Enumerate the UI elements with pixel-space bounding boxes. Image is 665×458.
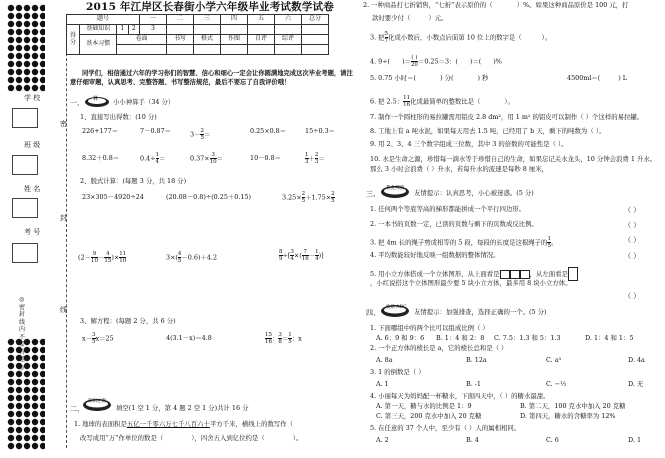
binding-dot	[16, 379, 22, 385]
score-cell[interactable]	[302, 35, 329, 45]
r-q3: 3. 把 $\frac{5}{7}$ 化成小数后，小数点后面第 10 位上的数字是（ ）。	[370, 31, 552, 44]
seal-word-1: 密	[60, 120, 67, 128]
binding-dot	[40, 443, 45, 449]
choice-option[interactable]: D. 1	[628, 436, 642, 444]
binding-dot	[16, 37, 22, 43]
binding-dot	[40, 21, 45, 27]
binding-dot	[40, 347, 45, 353]
binding-dot	[32, 411, 38, 417]
page-title: 2015 年江岸区长春街小学六年级毕业考试数学试卷	[86, 1, 334, 13]
judge-answer[interactable]: （ ）	[624, 252, 641, 260]
seal-word-3: 线	[60, 306, 67, 314]
binding-dot	[40, 339, 45, 345]
binding-dot	[16, 29, 22, 35]
school-label: 学 校	[24, 94, 41, 102]
binding-dot	[40, 13, 45, 19]
binding-dot	[16, 419, 22, 425]
q1-label: 1、直接写出得数：(10 分)	[80, 113, 157, 121]
choice-option[interactable]: D. 无	[628, 380, 644, 388]
section2-heading: 二、	[70, 405, 84, 413]
binding-dot	[24, 61, 30, 67]
binding-dot	[24, 53, 30, 59]
r-q2: 2. 一种商品打七折销售，“七折”表示原价的（ ）%。如果这种商品原价是 100 元，打	[363, 1, 629, 9]
binding-dot	[40, 37, 45, 43]
choice-option[interactable]: B. 4	[466, 436, 479, 444]
score-cell[interactable]	[221, 25, 248, 35]
basic-habit-label: 基本习惯	[80, 35, 117, 55]
binding-dot	[24, 5, 30, 11]
choice-question: 2. 一个正方体的棱长是 a，它的棱长总和是（ ）	[370, 344, 508, 352]
binding-dot	[40, 427, 45, 433]
score-cell[interactable]	[167, 45, 194, 55]
q2-item: 23×305－4920÷24	[82, 193, 144, 201]
binding-dot	[40, 371, 45, 377]
binding-dot	[24, 21, 30, 27]
binding-dot	[24, 45, 30, 51]
binding-dot	[8, 5, 14, 11]
binding-dot	[40, 61, 45, 67]
school-field[interactable]	[12, 108, 38, 128]
q2-item: 3×( $\frac{4}{5}$ －0.6)＋4.2	[166, 251, 218, 264]
q1-item: 15÷0.3＝	[305, 127, 336, 135]
choice-question: 5. 在任意的 37 个人中，至少有（ ）人的属相相同。	[370, 424, 521, 432]
binding-dot	[40, 53, 45, 59]
q1-item: 8.32＋0.8＝	[82, 154, 120, 162]
binding-dot	[8, 371, 14, 377]
binding-dot	[24, 443, 30, 449]
binding-dot	[16, 21, 22, 27]
score-cell[interactable]	[302, 45, 329, 55]
binding-dot	[32, 347, 38, 353]
choice-option[interactable]: A. 第一天，糖与水的比例是 1：9	[376, 402, 472, 410]
choice-option[interactable]: D. 4a	[628, 356, 645, 364]
binding-dot	[8, 411, 14, 417]
r-q9: 9. 用 2、3、4 三个数字组成三位数，其中 3 的倍数的可能性是（ ）。	[370, 140, 568, 148]
binding-dot	[8, 395, 14, 401]
binding-dot	[16, 53, 22, 59]
binding-dot	[32, 371, 38, 377]
q1-item: 0.37× $\frac{3}{10}$ ＝	[190, 152, 223, 165]
binding-dot	[40, 69, 45, 75]
s2-q1: 1. 地球的表面积是五亿一千零六万七千八百六十平方千米，横线上的数写作（	[74, 420, 294, 428]
binding-dot	[8, 21, 14, 27]
choice-option[interactable]: B. 12a	[466, 356, 487, 364]
score-header-cell: 六	[275, 15, 302, 25]
binding-dot	[24, 427, 30, 433]
binding-dot	[8, 13, 14, 19]
choice-option[interactable]: D. 1：4 和 1：5	[585, 334, 634, 342]
binding-dot	[16, 61, 22, 67]
q1-item: 0.4÷ $\frac{1}{4}$ ＝	[140, 152, 166, 165]
section2-icon-text: 知识之窗	[88, 399, 106, 404]
binding-dot	[40, 379, 45, 385]
q1-item: 7－0.87＝	[140, 127, 172, 135]
binding-dot	[40, 5, 45, 11]
choice-option[interactable]: C. −½	[546, 380, 567, 388]
q1-item: 10－0.8＝	[250, 154, 282, 162]
score-cell[interactable]	[275, 45, 302, 55]
binding-dot	[32, 61, 38, 67]
binding-dot	[16, 85, 22, 91]
r-q10: 10. 水是生命之源，珍惜每一滴水等于珍惜自己的生命，如果忘记关水龙头，10 分钟会浪费 1 升水。那么 3 小时会浪费（ ）升水，若每升水的流速是每秒 8 厘米，	[370, 155, 657, 173]
score-header-cell: 题号	[67, 15, 140, 25]
score-row-label: 得分	[67, 25, 80, 55]
binding-dot	[32, 379, 38, 385]
score-cell[interactable]	[275, 25, 302, 35]
binding-dot	[8, 339, 14, 345]
binding-dot	[40, 387, 45, 393]
q2-label: 2、脱式计算：(每题 3 分，共 18 分)	[80, 177, 187, 185]
judge-item: 3. 把 4m 长的绳子剪成相等的 5 段，每段的长度是这根绳子的 $\frac{1}{5}$ 。	[370, 236, 558, 249]
binding-dot	[40, 411, 45, 417]
seal-notice: ◎密封线内不要答题◎	[19, 296, 26, 371]
judge-item-tail: ，小红说搭这个立体图形最少要 5 块小立方体，最多用 8 块小立方体。	[370, 279, 572, 287]
section4-icon-text: 快乐 ABC	[386, 305, 407, 310]
binding-dot	[40, 435, 45, 441]
binding-dot	[16, 371, 22, 377]
choice-question: 1. 下面哪组中的两个比可以组成比例（ ）	[370, 324, 489, 332]
binding-dot	[8, 355, 14, 361]
class-label: 班 级	[24, 141, 41, 149]
binding-dot	[40, 363, 45, 369]
section4-heading: 四、	[366, 309, 380, 317]
exam-no-label: 考 号	[24, 228, 41, 236]
basic-knowledge-label: 基础知识	[80, 25, 117, 35]
sub-col: 1	[117, 25, 128, 35]
binding-dot	[32, 419, 38, 425]
habit-col: 作图	[221, 35, 248, 45]
section3-icon-text: 我会判断	[386, 186, 404, 191]
score-table	[66, 14, 329, 55]
name-field[interactable]	[12, 198, 38, 218]
binding-dot	[24, 379, 30, 385]
binding-dot	[8, 69, 14, 75]
class-field[interactable]	[12, 155, 38, 175]
judge-item: 4. 平均数能较好地反映一组数据的整体情况。	[370, 251, 500, 259]
choice-option[interactable]: A. 8a	[376, 356, 393, 364]
choice-option[interactable]: B. 1：4 和 2：8	[436, 334, 485, 342]
binding-dot	[8, 85, 14, 91]
judge-item: 5. 用小立方体搭成一个立体图形，从上面看是 ，从左面看是	[370, 267, 578, 281]
habit-col: 格式	[194, 35, 221, 45]
choice-option[interactable]: A. 1	[376, 380, 389, 388]
choice-option[interactable]: A. 6：9 和 9：6	[376, 334, 425, 342]
q1-item: 0.25×0.8＝	[250, 127, 287, 135]
binding-dot	[24, 37, 30, 43]
binding-dot	[8, 387, 14, 393]
binding-dot	[8, 419, 14, 425]
q2-item: (20.08－0.8)÷(0.25＋0.15)	[166, 193, 252, 201]
binding-dot	[24, 69, 30, 75]
binding-dot	[16, 5, 22, 11]
choice-option[interactable]: C. a³	[546, 356, 562, 364]
binding-dot	[32, 5, 38, 11]
seal-dashed-line	[66, 18, 67, 448]
seal-word-2: 封	[60, 214, 67, 222]
sub-col: 3	[140, 25, 167, 35]
binding-dot	[8, 29, 14, 35]
section1-icon-text: 算	[93, 96, 99, 102]
binding-dot	[24, 13, 30, 19]
binding-dot	[24, 371, 30, 377]
choice-question: 4. 小丽每天为妈妈配一杯糖水，下面四天中，（ ）的糖水最甜。	[370, 392, 550, 400]
score-cell[interactable]	[248, 25, 275, 35]
binding-dot	[16, 411, 22, 417]
q3-label: 3、解方程：(每题 2 分，共 6 分)	[80, 317, 176, 325]
binding-dot	[16, 45, 22, 51]
score-cell[interactable]	[117, 45, 167, 55]
score-header-cell: 五	[248, 15, 275, 25]
habit-col: 综评	[275, 35, 302, 45]
binding-dot	[40, 395, 45, 401]
section1-title: 小小神算手（34 分）	[113, 98, 175, 106]
binding-dot	[8, 37, 14, 43]
choice-question: 3. 1 的倒数是（ ）	[370, 368, 425, 376]
score-header-cell: 三	[194, 15, 221, 25]
binding-dot	[24, 29, 30, 35]
binding-dot	[24, 435, 30, 441]
score-header-cell: 二	[167, 15, 194, 25]
binding-dot	[24, 403, 30, 409]
binding-dot	[16, 77, 22, 83]
judge-answer[interactable]: （ ）	[624, 236, 641, 244]
section1-heading: 一、	[70, 99, 84, 107]
score-cell[interactable]	[221, 45, 248, 55]
judge-answer[interactable]: （ ）	[624, 292, 641, 300]
binding-dot	[8, 45, 14, 51]
judge-item: 2. 一本书的页数一定，已读的页数与剩下的页数成反比例。	[370, 220, 538, 228]
binding-dot	[40, 45, 45, 51]
habit-col: 自评	[248, 35, 275, 45]
binding-dot	[16, 443, 22, 449]
score-cell[interactable]	[167, 25, 194, 35]
name-label: 姓 名	[24, 185, 41, 193]
score-header-cell: 四	[221, 15, 248, 25]
binding-dot	[16, 395, 22, 401]
binding-dot	[32, 21, 38, 27]
score-header-cell: 一	[140, 15, 167, 25]
q2-item: $\frac{8}{9}$ ÷[ $\frac{3}{4}$ ×( $\frac{7}{16}$ － $\frac{1}{4}$ )]	[279, 249, 324, 262]
r-q6: 6. 把 2.5： $\frac{11}{16}$ 化成最简单的整数比是（ ）。	[370, 95, 514, 108]
binding-dot	[40, 29, 45, 35]
sub-col: 2	[128, 25, 139, 35]
binding-dot	[8, 77, 14, 83]
binding-dot	[32, 435, 38, 441]
choice-option[interactable]: B. -1	[466, 380, 481, 388]
binding-dot	[32, 69, 38, 75]
binding-dot	[32, 363, 38, 369]
binding-dot	[40, 85, 45, 91]
binding-dot	[32, 45, 38, 51]
binding-dot	[32, 387, 38, 393]
binding-dot	[40, 355, 45, 361]
score-cell[interactable]	[248, 45, 275, 55]
binding-dot	[32, 339, 38, 345]
choice-option[interactable]: C. 6	[546, 436, 559, 444]
binding-dot	[32, 403, 38, 409]
q2-item: 3.25× $\frac{2}{5}$ ＋1.75× $\frac{2}{5}$	[282, 191, 335, 204]
choice-option[interactable]: D. 第四天，糖水的含糖率为 12%	[520, 412, 616, 420]
q1-item: 226+177＝	[82, 127, 119, 135]
r-q5: 5. 0.75 小时＝( ) 分( ) 秒	[370, 74, 489, 82]
score-cell[interactable]	[302, 25, 329, 35]
s2-q1-line2: 改写成用“万”作单位的数是（ ），四舍五入到亿位约是（ ）。	[80, 434, 303, 442]
binding-dot	[16, 435, 22, 441]
binding-dot	[32, 13, 38, 19]
binding-dot	[8, 347, 14, 353]
binding-holes	[5, 2, 45, 452]
section2-title: 填空(1 空 1 分，第 4 题 2 空 1 分)共计 16 分	[116, 404, 249, 412]
habit-col: 书写	[167, 35, 194, 45]
q3-item: $\frac{15}{16}$ ： $\frac{3}{8}$ ＝ $\frac{1}{5}$ ：x	[265, 332, 302, 345]
binding-dot	[32, 427, 38, 433]
choice-option[interactable]: C. 第三天，200 克水中加入 20 克糖	[376, 412, 482, 420]
r-q7: 7. 制作一个圆柱形的易拉罐需用铝皮 2.8 dm²，用 1 m² 的铝皮可以制作（ ）个这样的易拉罐。	[370, 113, 644, 121]
binding-dot	[8, 53, 14, 59]
binding-dot	[8, 61, 14, 67]
section3-heading: 三、	[366, 190, 380, 198]
binding-dot	[32, 355, 38, 361]
binding-dot	[16, 387, 22, 393]
binding-dot	[16, 403, 22, 409]
binding-dot	[24, 85, 30, 91]
binding-dot	[24, 419, 30, 425]
binding-dot	[8, 379, 14, 385]
judge-answer[interactable]: （ ）	[624, 221, 641, 229]
section4-title: 友情提示：加强排查，选择正确的一个。(5 分)	[414, 308, 547, 316]
score-cell[interactable]	[194, 25, 221, 35]
binding-dot	[8, 363, 14, 369]
judge-answer[interactable]: （ ）	[624, 206, 641, 214]
score-header-cell: 总分	[302, 15, 329, 25]
score-cell[interactable]	[194, 45, 221, 55]
binding-dot	[16, 69, 22, 75]
r-q4: 4. 9÷( )＝ $\frac{( )}{20}$ ＝0.25＝3：( )＝( )%	[370, 55, 502, 68]
choice-option[interactable]: B. 第二天，100 克水中加入 20 克糖	[520, 402, 626, 410]
habit-col: 卷面	[117, 35, 167, 45]
r-q2-line2: 款时要少付（ ）元。	[372, 14, 448, 22]
binding-dot	[8, 403, 14, 409]
binding-dot	[40, 77, 45, 83]
binding-dot	[24, 77, 30, 83]
binding-dot	[32, 443, 38, 449]
binding-dot	[40, 403, 45, 409]
binding-dot	[16, 13, 22, 19]
choice-option[interactable]: A. 2	[376, 436, 389, 444]
binding-dot	[32, 53, 38, 59]
q2-item: (2－ $\frac{9}{10}$ － $\frac{4}{15}$ )× $\frac{11}{10}$	[78, 251, 127, 264]
binding-dot	[24, 411, 30, 417]
q3-item: 4(3.1－x)＝4.8	[166, 334, 212, 342]
binding-dot	[32, 395, 38, 401]
exam-no-field[interactable]	[12, 243, 38, 263]
binding-dot	[8, 427, 14, 433]
intro-text: 同学们，相信通过六年的学习你们的智慧、信心和细心一定会让你圆满地完成这次毕业考题，请注意仔细审题，认真思考、完整答题、书写整洁规范，最后不要忘了自我评价哦！	[70, 70, 353, 86]
judge-item: 1. 任何两个等底等高的梯形都能拼成一个平行四边形。	[370, 205, 526, 213]
binding-dot	[40, 419, 45, 425]
binding-dot	[16, 427, 22, 433]
r-q5b: 4500ml＝( ) L	[567, 74, 628, 82]
binding-dot	[24, 387, 30, 393]
binding-dot	[32, 85, 38, 91]
binding-dot	[32, 37, 38, 43]
binding-dot	[8, 435, 14, 441]
section3-title: 友情提示：认真思考，小心被迷惑。(5 分)	[414, 189, 534, 197]
choice-option[interactable]: C. 7.5：1.3 和 5：1.3	[494, 334, 561, 342]
binding-dot	[8, 443, 14, 449]
q1-item: 3－ $\frac{2}{5}$ ＝	[190, 128, 211, 141]
q3-item: x－ $\frac{3}{5}$ x＝25	[82, 332, 114, 345]
q1-item: $\frac{1}{3}$ ＋ $\frac{2}{3}$ ＝	[305, 152, 325, 165]
binding-dot	[32, 77, 38, 83]
binding-dot	[32, 29, 38, 35]
binding-dot	[24, 395, 30, 401]
r-q8: 8. 工地上有 a 吨水泥，如果每天用去 1.5 吨，已经用了 b 天，剩下的吨数为（ ）。	[370, 127, 606, 135]
